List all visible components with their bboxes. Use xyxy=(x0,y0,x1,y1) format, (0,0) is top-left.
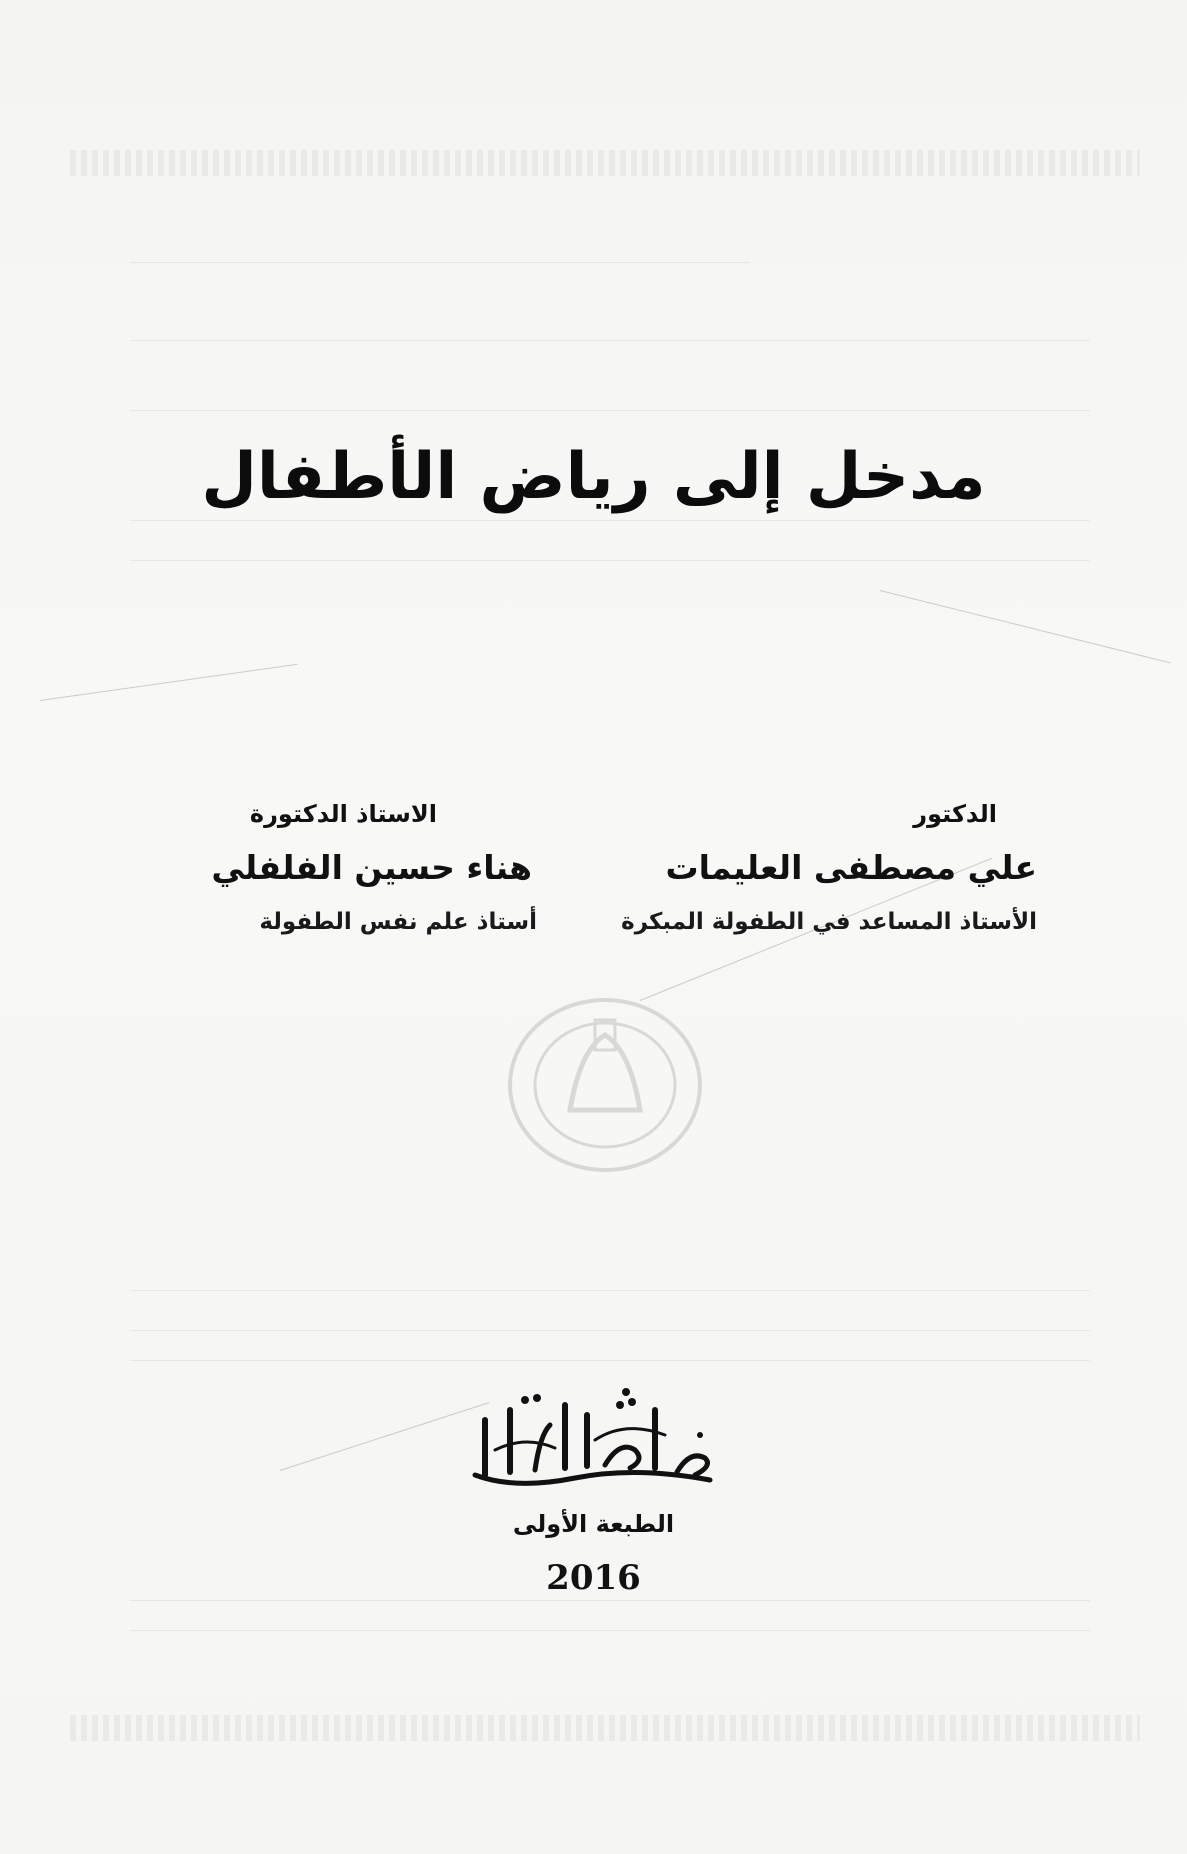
bleed-through-line xyxy=(130,340,1090,341)
author-name: هناء حسين الفلفلي xyxy=(211,848,532,887)
edition-label: الطبعة الأولى xyxy=(512,1510,675,1538)
author-block-1 xyxy=(577,800,1037,935)
author-role: الدكتور xyxy=(913,800,997,828)
publication-year: 2016 xyxy=(546,1558,641,1598)
bleed-through-band xyxy=(70,1715,1140,1741)
bleed-through-line xyxy=(130,1630,1090,1631)
bleed-through-band xyxy=(70,150,1140,176)
bleed-through-line xyxy=(130,1360,1090,1361)
scratch-mark xyxy=(40,664,298,701)
bleed-through-line xyxy=(130,560,1090,561)
book-title: مدخل إلى رياض الأطفال xyxy=(201,440,986,514)
bleed-through-line xyxy=(130,1330,1090,1331)
scratch-mark xyxy=(880,590,1171,664)
bleed-through-line xyxy=(130,520,1090,521)
author-description: أستاذ علم نفس الطفولة xyxy=(259,909,537,935)
bleed-through-line xyxy=(130,262,750,263)
bleed-through-emblem-icon xyxy=(500,990,710,1180)
author-name: علي مصطفى العليمات xyxy=(665,848,1037,887)
bleed-through-line xyxy=(130,1600,1090,1601)
publisher-logo-icon xyxy=(455,1380,735,1500)
bleed-through-line xyxy=(130,1290,1090,1291)
author-block-2 xyxy=(127,800,547,935)
author-description: الأستاذ المساعد في الطفولة المبكرة xyxy=(621,909,1037,935)
bleed-through-line xyxy=(130,410,1090,411)
author-role: الاستاذ الدكتورة xyxy=(249,800,437,828)
